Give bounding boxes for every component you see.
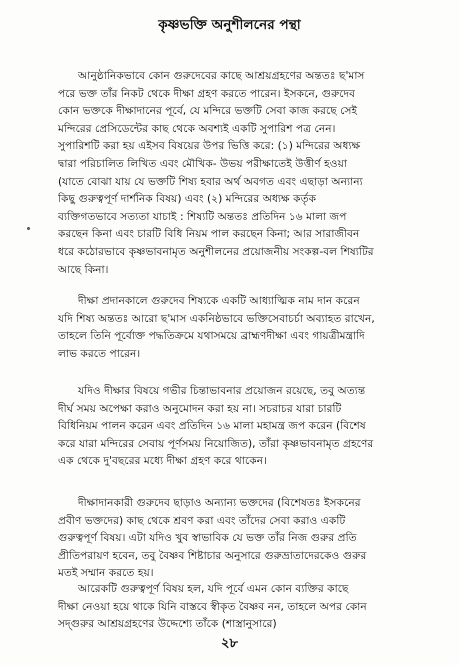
text-line: যদিও দীক্ষার বিষয়ে গভীর চিন্তাভাবনার প্রয়োজন রয়েছে, তবু অত্যন্ত — [78, 384, 366, 397]
text-line: দ্বারা পরিচালিত লিখিত এবং মৌখিক- উভয় পরীক্ষাতেই উত্তীর্ণ হওয়া — [58, 156, 348, 170]
text-line: লাভ করতে পারেন। — [58, 346, 141, 360]
text-line: করে যারা মন্দিরের সেবায় পূর্ণসময় নিয়োজিত), তাঁরা কৃষ্ণভাবনামৃত গ্রহণের — [58, 436, 374, 450]
text-line: মতই সম্মান করতে হয়। — [58, 566, 154, 580]
text-line: (যাতে বোঝা যায় যে ভক্তটি শিষ্য হবার অর্থ অবগত এবং এছাড়া অন্যান্য — [58, 174, 363, 188]
page-title: কৃষ্ণভক্তি অনুশীলনের পন্থা — [158, 17, 301, 33]
paragraph-1 — [58, 67, 423, 278]
paragraph-2 — [58, 292, 423, 362]
text-line: সদ্গুরুর আশ্রয়গ্রহণের উদ্দেশ্যে তাঁকে (শাস্ত্রানুসারে) — [58, 617, 277, 631]
text-line: ধরে কঠোরভাবে কৃষ্ণভাবনামৃত অনুশীলনের প্রয়োজনীয় সংকল্প-বল শিষ্যটির — [58, 244, 374, 258]
text-line: কোন ভক্তকে দীক্ষাদানের পূর্বে, যে মন্দিরে ভক্তটি সেবা কাজ করছে সেই — [58, 104, 358, 118]
page-number: ২৮ — [221, 636, 238, 651]
text-line: কিছু গুরুত্বপূর্ণ দার্শনিক বিষয়) এবং (২) মন্দিরের অধ্যক্ষ কর্তৃক — [58, 192, 317, 206]
text-line: গুরুত্বপূর্ণ বিষয়। এটা যদিও খুব স্বাভাবিক যে ভক্ত তাঁর নিজ গুরুর প্রতি — [58, 531, 357, 545]
text-line: যদি শিষ্য অন্ততঃ আরো ছ'মাস একনিষ্ঠভাবে ভক্তিসেবাচর্চা অব্যাহত রাখেন, — [58, 311, 375, 325]
text-line: আছে কিনা। — [58, 262, 109, 276]
text-line: প্রবীণ ভক্তদের) কাছ থেকে শ্রবণ করা এবং তাঁদের সেবা করাও একটি — [58, 513, 346, 527]
text-line: দীক্ষাদানকারী গুরুদেব ছাড়াও অন্যান্য ভক্তদের (বিশেষতঃ ইসকনের — [78, 496, 361, 509]
text-line: দীক্ষা নেওয়া হয়ে থাকে যিনি বাস্তবে স্বীকৃত বৈষ্ণব নন, তাহলে অপর কোন — [58, 599, 367, 613]
text-line: দীক্ষা প্রদানকালে গুরুদেব শিষ্যকে একটি আধ্যাত্মিক নাম দান করেন — [78, 294, 360, 307]
text-line: তাহলে তিনি পূর্বোক্ত পদ্ধতিক্রমে যথাসময়ে ব্রাহ্মণদীক্ষা এবং গায়ত্রীমন্ত্রাদি — [58, 329, 365, 343]
paragraph-5 — [58, 580, 423, 633]
text-line: আনুষ্ঠানিকভাবে কোন গুরুদেবের কাছে আশ্রয়গ্রহণের অন্ততঃ ছ'মাস — [78, 69, 365, 82]
text-line: আরেকটি গুরুত্বপূর্ণ বিষয় হল, যদি পূর্বে এমন কোন ব্যক্তির কাছে — [78, 582, 349, 595]
text-line: করছেন কিনা এবং চারটি বিধি নিয়ম পাল করছেন কিনা; আর সারাজীবন — [58, 227, 360, 241]
paragraph-4 — [58, 494, 423, 582]
text-line: সুপারিশটি করা হয় এইসব বিষয়ের উপর ভিত্তি করে: (১) মন্দিরের অধ্যক্ষ — [58, 139, 361, 153]
text-line: দীর্ঘ সময় অপেক্ষা করাও অনুমোদন করা হয় না। সচরাচর যারা চারটি — [58, 401, 342, 415]
paragraph-3 — [58, 382, 423, 470]
text-line: এক থেকে দু'বছরের মধ্যে দীক্ষা গ্রহণ করে থাকেন। — [58, 454, 267, 468]
text-line: মন্দিরের প্রেসিডেন্টের কাছ থেকে অবশ্যই একটি সুপারিশ পত্র নেন। — [58, 121, 336, 135]
margin-mark — [27, 227, 30, 230]
text-line: পরে ভক্ত তাঁর নিকট থেকে দীক্ষা গ্রহণ করতে পারেন। ইসকনে, গুরুদেব — [58, 86, 356, 100]
text-line: প্রীতিপরায়ণ হবেন, তবু বৈষ্ণব শিষ্টাচার অনুসারে গুরুভ্রাতাদেরকেও গুরুর — [58, 548, 367, 562]
text-line: ব্যক্তিগতভাবে সত্যতা যাচাই : শিষ্যটি অন্ততঃ প্রতিদিন ১৬ মালা জপ — [58, 209, 347, 223]
text-line: বিধিনিয়ম পালন করেন এবং প্রতিদিন ১৬ মালা মহামন্ত্র জপ করেন (বিশেষ — [58, 419, 366, 433]
